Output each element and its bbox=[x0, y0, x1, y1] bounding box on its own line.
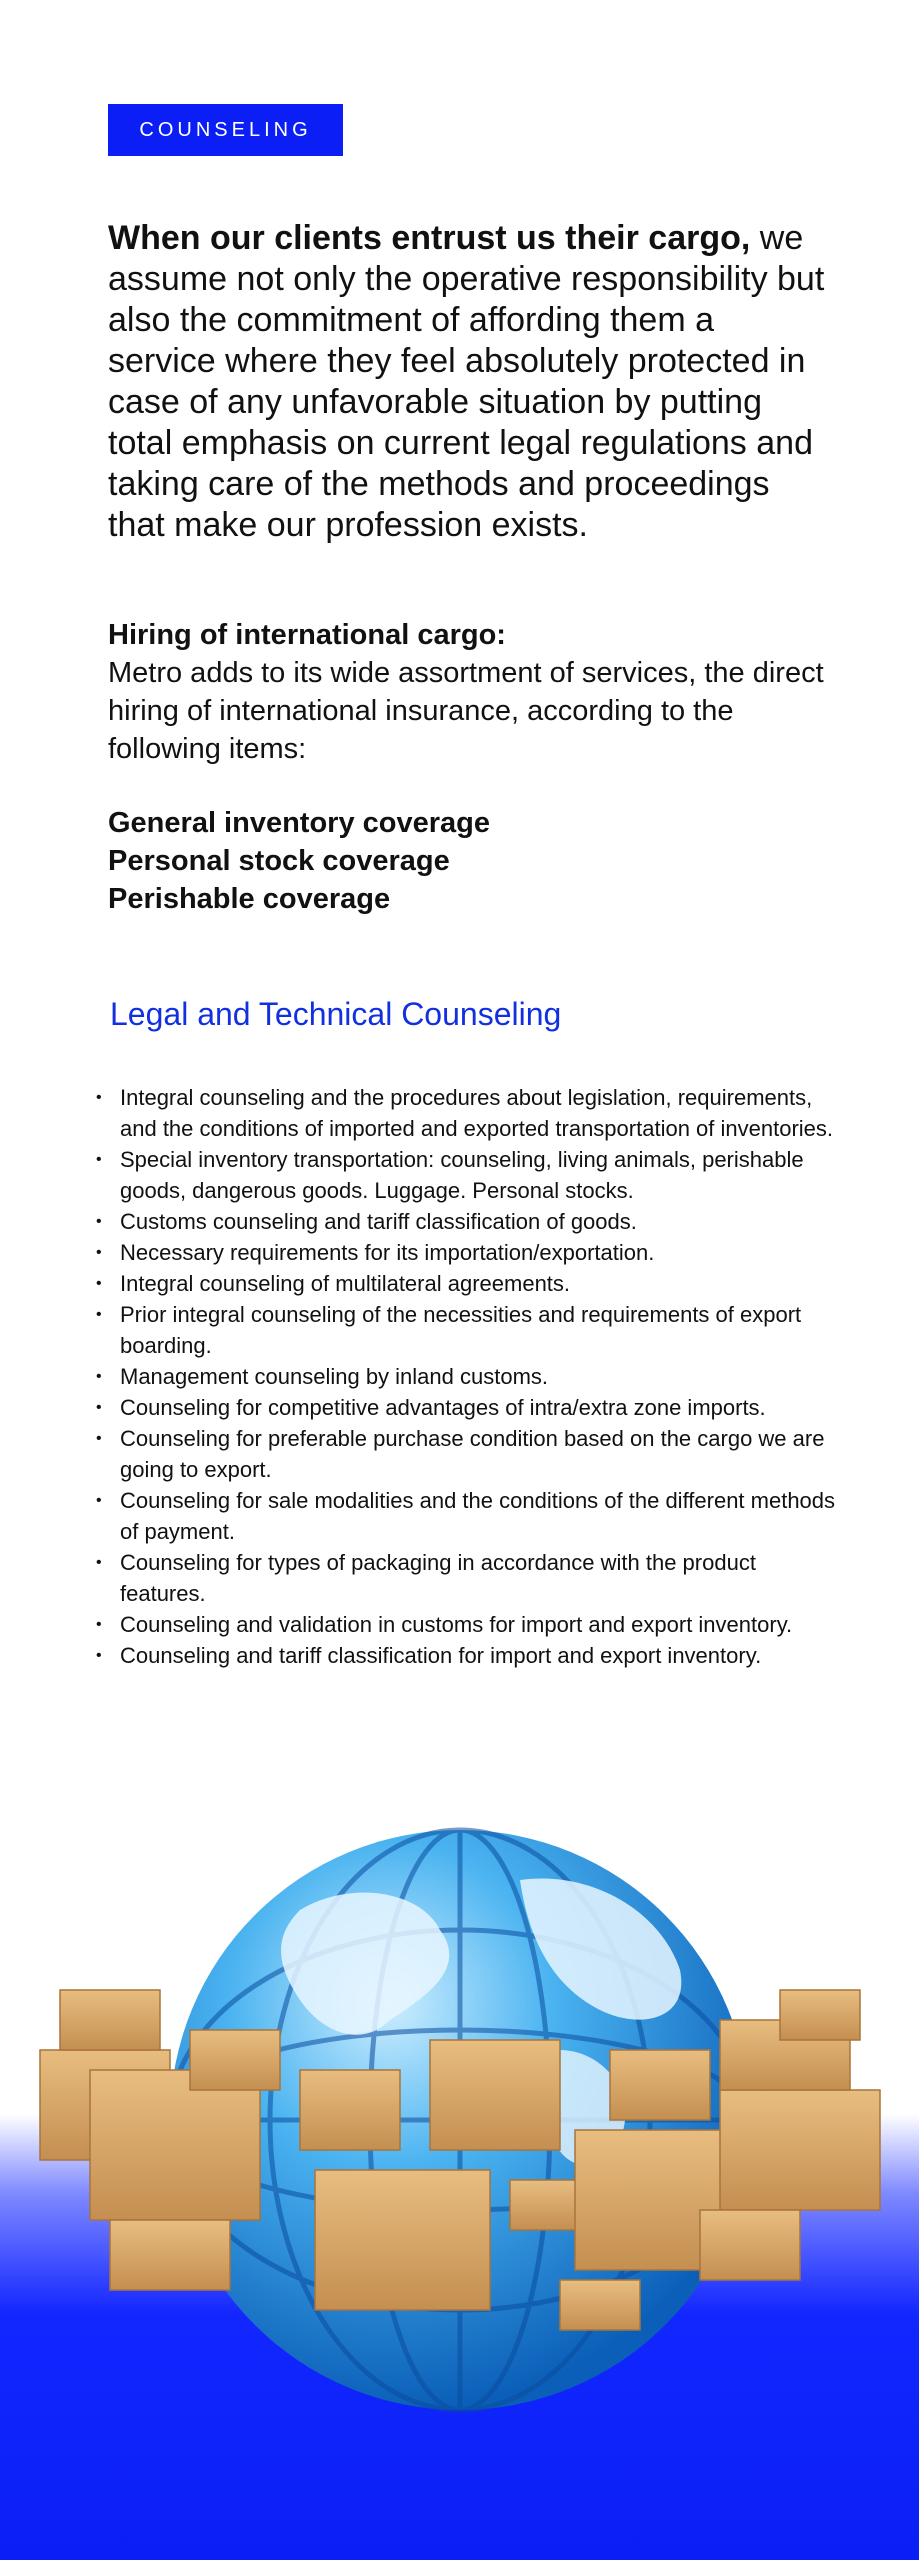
hiring-section bbox=[108, 616, 828, 768]
section-badge: COUNSELING bbox=[108, 104, 343, 156]
coverage-item: Perishable coverage bbox=[108, 883, 391, 915]
list-item: • Counseling for sale modalities and the conditions of the different methods of payment. bbox=[96, 1485, 836, 1547]
hiring-text: Metro adds to its wide assortment of services, the direct hiring of international insurance, according to the following items: bbox=[108, 657, 824, 765]
hiring-heading: Hiring of international cargo: bbox=[108, 619, 506, 651]
globe-boxes-illustration bbox=[0, 1820, 919, 2440]
list-item: • Special inventory transportation: counseling, living animals, perishable goods, dangerous goods. Luggage. Personal stocks. bbox=[96, 1144, 836, 1206]
list-item: • Customs counseling and tariff classification of goods. bbox=[96, 1206, 836, 1237]
list-item: • Management counseling by inland customs. bbox=[96, 1361, 836, 1392]
coverage-item: Personal stock coverage bbox=[108, 845, 450, 877]
list-item: • Counseling for preferable purchase condition based on the cargo we are going to export. bbox=[96, 1423, 836, 1485]
list-item: • Counseling for competitive advantages of intra/extra zone imports. bbox=[96, 1392, 836, 1423]
coverage-list bbox=[108, 804, 490, 918]
intro-rest: we assume not only the operative responsibility but also the commitment of affording them a service where they feel absolutely protected in case of any unfavorable situation by putting total emphasis on current legal regulations and taking care of the methods and proceedings that make our profession exists. bbox=[108, 219, 825, 544]
intro-bold: When our clients entrust us their cargo, bbox=[108, 219, 751, 257]
list-item: • Counseling and tariff classification for import and export inventory. bbox=[96, 1640, 836, 1671]
list-item: • Necessary requirements for its importation/exportation. bbox=[96, 1237, 836, 1268]
list-item: • Prior integral counseling of the necessities and requirements of export boarding. bbox=[96, 1299, 836, 1361]
list-item: • Counseling for types of packaging in accordance with the product features. bbox=[96, 1547, 836, 1609]
intro-paragraph bbox=[108, 218, 828, 546]
list-item: • Counseling and validation in customs for import and export inventory. bbox=[96, 1609, 836, 1640]
legal-title: Legal and Technical Counseling bbox=[110, 996, 562, 1032]
list-item: • Integral counseling of multilateral agreements. bbox=[96, 1268, 836, 1299]
coverage-item: General inventory coverage bbox=[108, 807, 490, 839]
list-item: • Integral counseling and the procedures about legislation, requirements, and the conditions of imported and exported transportation of inventories. bbox=[96, 1082, 836, 1144]
counseling-list bbox=[96, 1082, 836, 1671]
